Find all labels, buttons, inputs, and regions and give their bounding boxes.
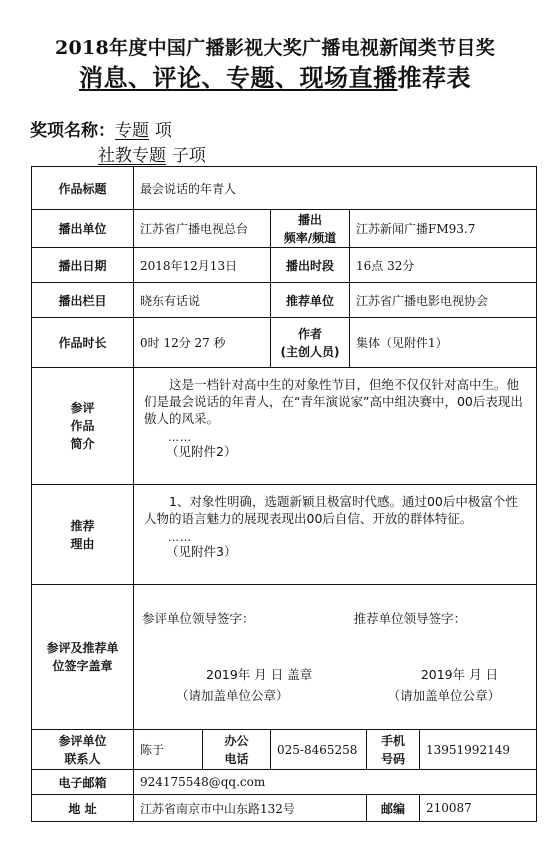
mobile-value: 13951992149 [420,730,537,770]
duration-label: 作品时长 [32,318,134,368]
work-title-value: 最会说话的年青人 [134,167,537,210]
reason-text: 1、对象性明确，选题新颖且极富时代感。通过00后中极富个性人物的语言魅力的展现表现出00后自信、开放的群体特征。 [144,494,518,526]
intro-label-line3: 简介 [70,437,95,451]
duration-value: 0时 12分 27 秒 [134,318,271,368]
contact-label-line1: 参评单位 [58,733,107,748]
award-name-value: 专题 [115,121,149,141]
award-sub-value: 社教专题 [98,146,166,166]
intro-label [32,368,134,485]
signature-date-right: 2019年 月 日 [420,667,499,682]
work-title-label: 作品标题 [32,167,134,210]
reason-label [32,485,134,585]
signature-dates [134,665,536,683]
email-value: 924175548@qq.com [134,770,537,795]
subtitle-underlined: 消息、评论、专题、现场直播 [79,64,398,92]
author-label-line2: (主创人员) [280,344,340,359]
date-value: 2018年12月13日 [134,248,271,283]
document-subtitle [0,58,550,93]
row-signatures [32,585,537,730]
signature-right: 推荐单位领导签字： [353,611,467,626]
reason-dots: …… [168,531,192,544]
intro-label-line1: 参评 [70,401,95,415]
row-intro [32,368,537,485]
intro-attachment: （见附件2） [166,444,237,459]
row-date [32,248,537,283]
time-label: 播出时段 [271,248,350,283]
row-email [32,770,537,795]
award-sub-line [98,141,206,166]
stamp-left: （请加盖单位公章） [176,688,289,703]
mobile-label [367,730,420,770]
award-name-label: 奖项名称： [30,121,115,141]
mobile-label-line2: 号码 [380,751,405,766]
subtitle-tail: 推荐表 [397,64,471,92]
recommender-label: 推荐单位 [271,283,350,318]
reason-label-line2: 理由 [70,536,95,551]
column-value: 晓东有话说 [134,283,271,318]
office-phone-label [203,730,271,770]
address-value: 江苏省南京市中山东路132号 [134,795,367,822]
reason-content [134,485,537,585]
intro-label-line2: 作品 [70,419,95,433]
signature-leaders [134,609,536,627]
broadcaster-label: 播出单位 [32,210,134,248]
row-column [32,283,537,318]
contact-label [32,730,134,770]
postcode-label: 邮编 [367,795,420,822]
intro-dots: …… [168,431,192,444]
column-label: 播出栏目 [32,283,134,318]
time-value: 16点 32分 [350,248,537,283]
freq-label [271,210,350,248]
author-label [271,318,350,368]
signature-date-left: 2019年 月 日 盖章 [206,667,313,682]
signature-label [32,585,134,730]
row-reason [32,485,537,585]
row-address [32,795,537,822]
date-label: 播出日期 [32,248,134,283]
office-phone-label-line2: 电话 [224,751,249,766]
freq-label-line1: 播出 [297,212,322,227]
signature-content [134,585,537,730]
postcode-value: 210087 [420,795,537,822]
stamp-right: （请加盖单位公章） [387,688,501,703]
mobile-label-line1: 手机 [380,733,405,748]
row-duration [32,318,537,368]
reason-attachment: （见附件3） [166,544,237,559]
author-value: 集体（见附件1） [350,318,537,368]
broadcaster-value: 江苏省广播电视总台 [134,210,271,248]
signature-stamps [134,686,536,704]
office-phone-value: 025-8465258 [271,730,367,770]
reason-label-line1: 推荐 [70,518,95,533]
intro-text: 这是一档针对高中生的对象性节目，但绝不仅仅针对高中生。他们是最会说话的年青人，在“青年演说家”高中组决赛中，00后表现出傲人的风采。 [144,377,523,426]
recommendation-form-table [31,166,537,822]
award-name-suffix: 项 [154,121,172,141]
contact-label-line2: 联系人 [64,751,101,766]
freq-value: 江苏新闻广播FM93.7 [350,210,537,248]
document-title: 2018年度中国广播影视大奖广播电视新闻类节目奖 [54,37,496,59]
author-label-line1: 作者 [297,326,322,341]
recommender-value: 江苏省广播电影电视协会 [350,283,537,318]
award-sub-suffix: 子项 [171,146,206,166]
award-name-line [30,116,172,141]
office-phone-label-line1: 办公 [224,733,249,748]
email-label: 电子邮箱 [32,770,134,795]
row-broadcaster [32,210,537,248]
contact-value: 陈于 [134,730,203,770]
freq-label-line2: 频率/频道 [283,230,337,245]
address-label: 地 址 [32,795,134,822]
signature-left: 参评单位领导签字： [142,611,255,626]
signature-label-line2: 位签字盖章 [52,659,113,673]
intro-content [134,368,537,485]
row-contact [32,730,537,770]
signature-label-line1: 参评及推荐单 [46,641,119,655]
row-work-title [32,167,537,210]
